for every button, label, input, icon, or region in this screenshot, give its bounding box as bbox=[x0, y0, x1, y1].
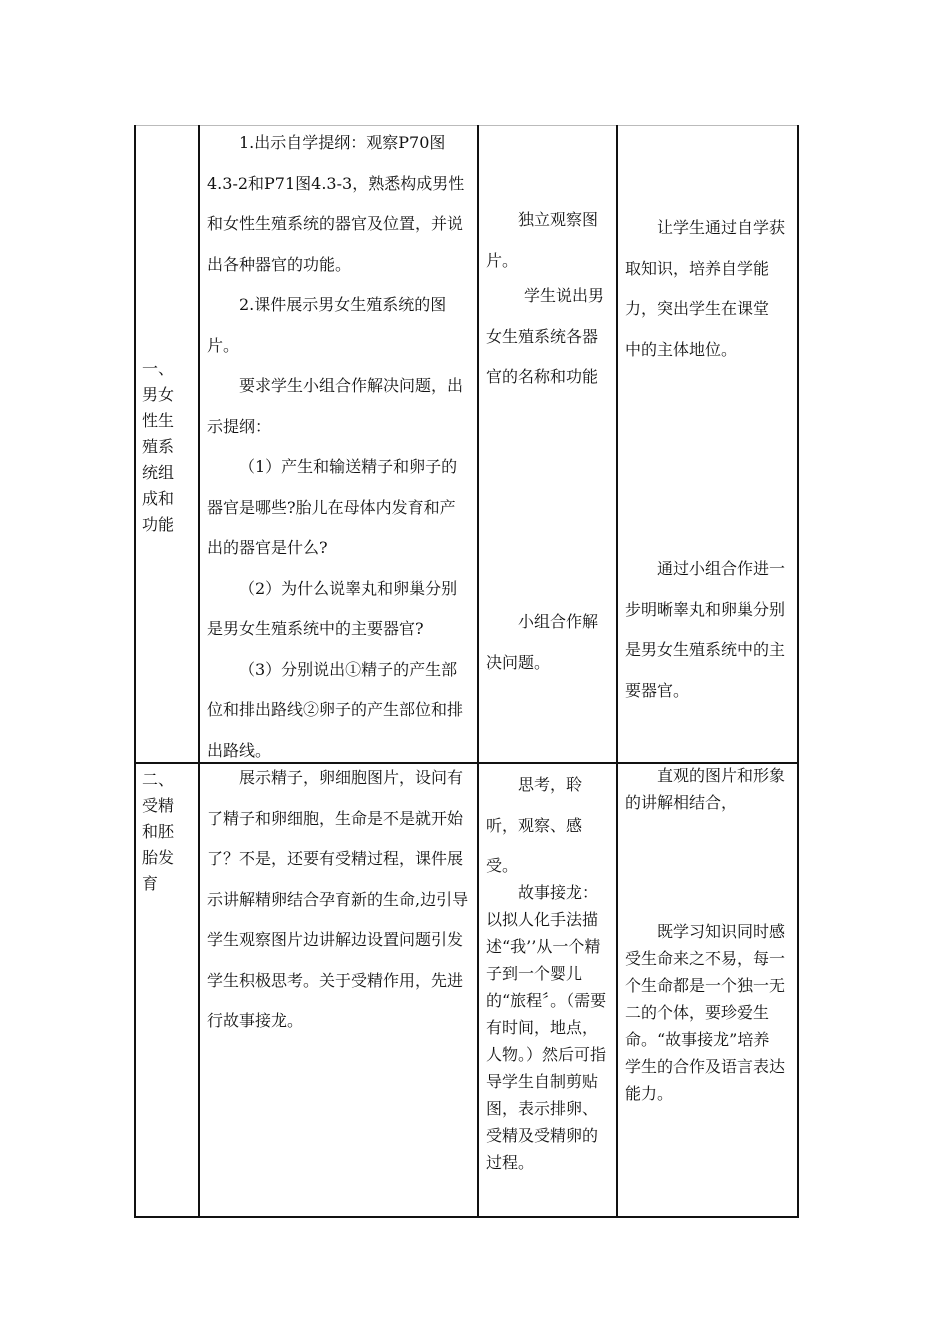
content-paragraph: 1.出示自学提纲：观察P70图4.3-2和P71图4.3-3，熟悉构成男性和女性生殖系统的器官及位置，并说出各种器官的功能。 bbox=[207, 133, 465, 274]
section-line: 一、 bbox=[142, 359, 175, 378]
section-line: 育 bbox=[142, 874, 159, 893]
section-line: 性生 bbox=[142, 411, 175, 430]
row2-content-cell bbox=[207, 758, 471, 1042]
content-paragraph: （3）分别说出①精子的产生部位和排出路线②卵子的产生部位和排出路线。 bbox=[207, 659, 464, 760]
student-activity: 故事接龙：以拟人化手法描述“我’’从一个精子到一个婴儿的“旅程〞。（需要有时间，地点，人物。）然后可指导学生自制剪贴图，表示排卵、受精及受精卵的过程。 bbox=[486, 883, 607, 1172]
student-activity: 思考，聆听，观察、感受。 bbox=[486, 775, 583, 875]
table-col-divider-2 bbox=[477, 125, 479, 1218]
table-col-divider-3 bbox=[616, 125, 618, 1218]
student-activity: 学生说出男女生殖系统各器官的名称和功能 bbox=[486, 286, 605, 386]
row1-section-cell bbox=[142, 356, 196, 538]
section-line: 胎发 bbox=[142, 848, 175, 867]
content-paragraph: 2.课件展示男女生殖系统的图片。 bbox=[207, 295, 447, 355]
section-line: 二、 bbox=[142, 770, 175, 789]
content-paragraph: 展示精子，卵细胞图片，设问有了精子和卵细胞，生命是不是就开始了？不是，还要有受精过程，课件展示讲解精卵结合孕育新的生命,边引导学生观察图片边讲解边设置问题引发学生积极思考。关于受精作用，先进行故事接龙。 bbox=[207, 768, 469, 1030]
row2-section-cell bbox=[142, 767, 196, 897]
student-activity: 小组合作解决问题。 bbox=[486, 612, 599, 672]
design-purpose: 直观的图片和形象的讲解相结合， bbox=[625, 766, 786, 812]
section-line: 男女 bbox=[142, 385, 175, 404]
table-left-border bbox=[134, 125, 136, 1218]
table-right-border bbox=[797, 125, 799, 1218]
section-line: 成和 bbox=[142, 489, 175, 508]
content-paragraph: （2）为什么说睾丸和卵巢分别是男女生殖系统中的主要器官? bbox=[207, 578, 458, 638]
student-activity: 独立观察图片。 bbox=[486, 210, 599, 270]
content-paragraph: （1）产生和输送精子和卵子的器官是哪些?胎儿在母体内发育和产出的器官是什么? bbox=[207, 457, 458, 557]
section-line: 统组 bbox=[142, 463, 175, 482]
design-purpose: 让学生通过自学获取知识，培养自学能力，突出学生在课堂 中的主体地位。 bbox=[625, 218, 786, 359]
table-bottom-border bbox=[134, 1216, 798, 1218]
row1-content-cell bbox=[207, 123, 471, 771]
design-purpose: 通过小组合作进一步明晰睾丸和卵巢分别是男女生殖系统中的主要器官。 bbox=[625, 559, 786, 700]
section-line: 功能 bbox=[142, 515, 175, 534]
section-line: 和胚 bbox=[142, 822, 175, 841]
content-paragraph: 要求学生小组合作解决问题，出示提纲： bbox=[207, 376, 464, 436]
table-col-divider-1 bbox=[198, 125, 200, 1218]
section-line: 受精 bbox=[142, 796, 175, 815]
section-line: 殖系 bbox=[142, 437, 175, 456]
design-purpose: 既学习知识同时感受生命来之不易，每一个生命都是一个独一无二的个体，要珍爱生命。“故事接龙”培养学生的合作及语言表达能力。 bbox=[625, 922, 786, 1103]
